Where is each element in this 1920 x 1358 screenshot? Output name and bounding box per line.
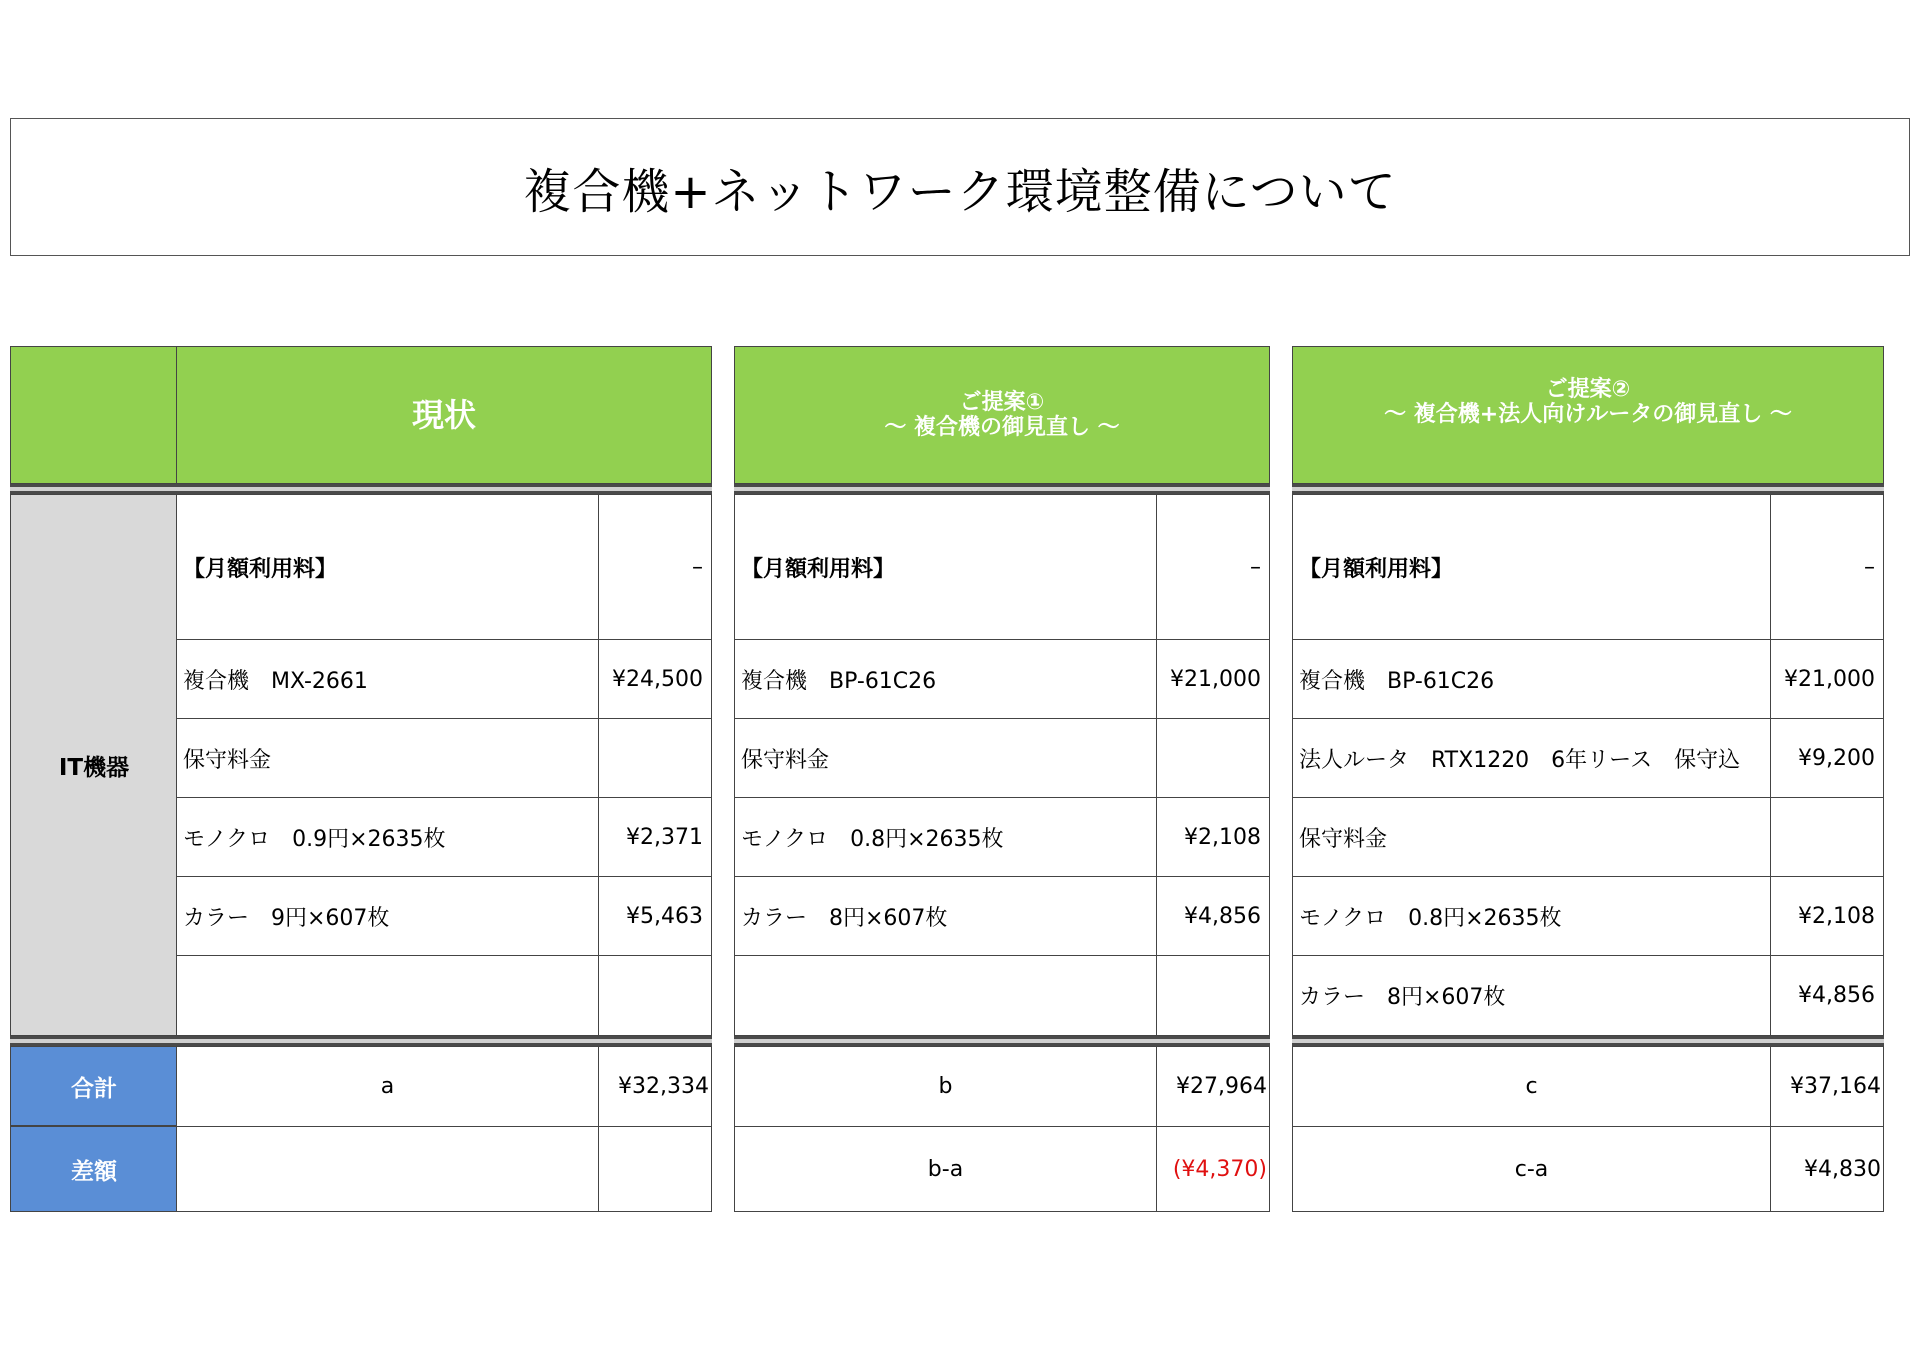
corner-header [10,346,178,484]
current-diff-amount [598,1126,712,1212]
proposal2-total-label: c [1292,1046,1771,1127]
proposal1-total-amount: ¥27,964 [1156,1046,1270,1127]
it-equipment-label: IT機器 [10,494,178,1036]
proposal1-row-label: 複合機 BP-61C26 [734,639,1157,719]
proposal1-diff-amount: (¥4,370) [1156,1126,1270,1212]
current-diff-label [176,1126,599,1212]
proposal2-header [1292,346,1884,484]
proposal1-row-label [734,955,1157,1036]
proposal1-row-amount [1156,718,1270,798]
current-row-amount [598,955,712,1036]
proposal1-header [734,346,1270,484]
total-label: 合計 [10,1046,178,1126]
proposal2-row-amount [1770,797,1884,877]
proposal2-row-amount: ¥2,108 [1770,876,1884,956]
proposal1-total-separator [734,1036,1270,1046]
current-row-amount: ¥2,371 [598,797,712,877]
proposal2-diff-label: c-a [1292,1126,1771,1212]
proposal2-total-amount: ¥37,164 [1770,1046,1884,1127]
current-row-label: モノクロ 0.9円×2635枚 [176,797,599,877]
current-row-label: 保守料金 [176,718,599,798]
proposal1-row-amount: – [1156,494,1270,640]
proposal2-row-amount: ¥4,856 [1770,955,1884,1036]
current-header-separator [176,484,712,494]
proposal1-row-label: カラー 8円×607枚 [734,876,1157,956]
proposal1-header-title: ご提案① [959,389,1045,415]
proposal1-row-label: 【月額利用料】 [734,494,1157,640]
proposal2-row-amount: ¥21,000 [1770,639,1884,719]
proposal2-row-amount: – [1770,494,1884,640]
proposal2-row-label: 保守料金 [1292,797,1771,877]
proposal1-header-separator [734,484,1270,494]
current-row-amount: – [598,494,712,640]
proposal1-row-amount: ¥2,108 [1156,797,1270,877]
current-row-label: 複合機 MX-2661 [176,639,599,719]
proposal2-header-title: ご提案② [1545,377,1631,402]
current-header-title: 現状 [411,395,476,434]
proposal2-row-label: 法人ルータ RTX1220 6年リース 保守込 [1292,718,1771,798]
proposal2-diff-amount: ¥4,830 [1770,1126,1884,1212]
total-separator [10,1036,178,1046]
proposal2-row-amount: ¥9,200 [1770,718,1884,798]
current-row-amount [598,718,712,798]
proposal2-row-label: 【月額利用料】 [1292,494,1771,640]
proposal1-row-label: モノクロ 0.8円×2635枚 [734,797,1157,877]
header-separator [10,484,178,494]
proposal1-row-amount [1156,955,1270,1036]
current-total-label: a [176,1046,599,1127]
current-row-amount: ¥24,500 [598,639,712,719]
proposal1-row-label: 保守料金 [734,718,1157,798]
proposal2-total-separator [1292,1036,1884,1046]
proposal2-header-subtitle: ～ 複合機+法人向けルータの御見直し ～ [1384,402,1792,428]
difference-label: 差額 [10,1126,178,1212]
current-header [176,346,712,484]
page-title: 複合機+ネットワーク環境整備について [10,118,1910,256]
proposal1-row-amount: ¥4,856 [1156,876,1270,956]
current-row-label: 【月額利用料】 [176,494,599,640]
proposal1-diff-label: b-a [734,1126,1157,1212]
proposal2-header-separator [1292,484,1884,494]
current-row-label [176,955,599,1036]
proposal1-total-label: b [734,1046,1157,1127]
proposal2-row-label: 複合機 BP-61C26 [1292,639,1771,719]
current-row-label: カラー 9円×607枚 [176,876,599,956]
proposal2-row-label: カラー 8円×607枚 [1292,955,1771,1036]
current-total-amount: ¥32,334 [598,1046,712,1127]
current-total-separator [176,1036,712,1046]
current-row-amount: ¥5,463 [598,876,712,956]
proposal1-header-subtitle: ～ 複合機の御見直し ～ [884,415,1120,440]
proposal1-row-amount: ¥21,000 [1156,639,1270,719]
proposal2-row-label: モノクロ 0.8円×2635枚 [1292,876,1771,956]
